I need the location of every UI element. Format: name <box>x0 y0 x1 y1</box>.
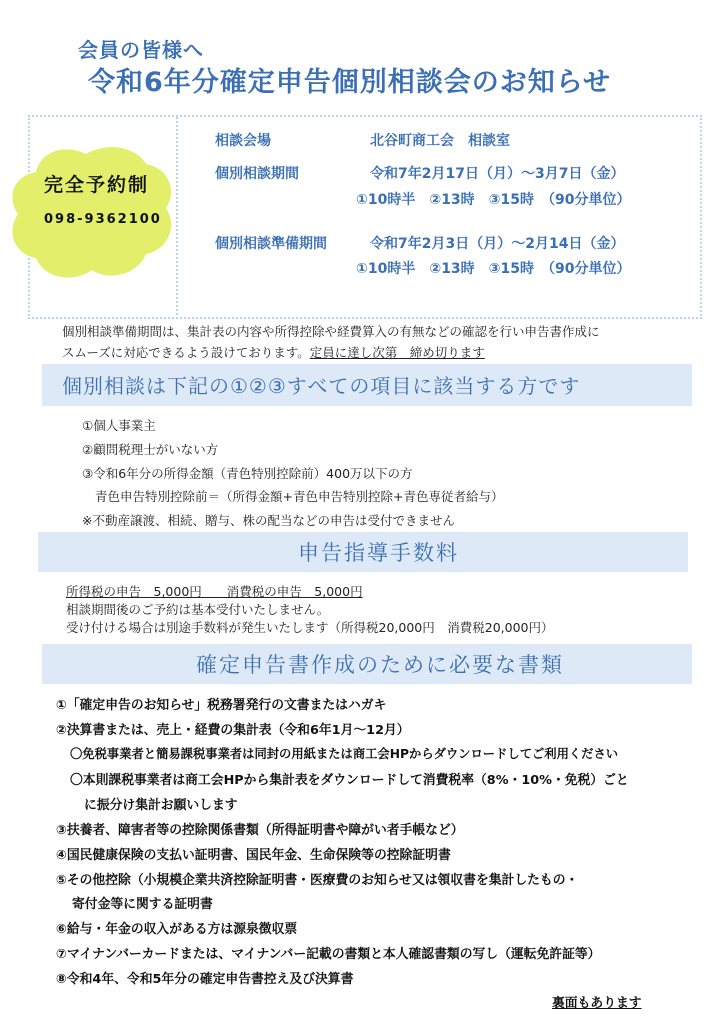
eligibility-item: 青色申告特別控除前＝（所得金額+青色申告特別控除+青色専従者給与） <box>95 489 504 504</box>
fees-line-3: 受け付ける場合は別途手数料が発生いたします（所得税20,000円 消費税20,000円） <box>66 620 554 635</box>
document-item: ⑥給与・年金の収入がある方は源泉徴収票 <box>56 922 298 937</box>
page-title: 令和6年分確定申告個別相談会のお知らせ <box>88 67 611 98</box>
reservation-label: 完全予約制 <box>44 174 150 196</box>
venue-value: 北谷町商工会 相談室 <box>370 133 510 149</box>
prep-times: ①10時半 ②13時 ③15時 （90分単位） <box>356 261 631 277</box>
fees-line-1: 所得税の申告 5,000円 消費税の申告 5,000円 <box>66 584 363 599</box>
deadline-note: 定員に達し次第 締め切ります <box>309 345 485 360</box>
document-item: ②決算書または、売上・経費の集計表（令和6年1月～12月） <box>56 723 410 738</box>
document-item: ①「確定申告のお知らせ」税務署発行の文書またはハガキ <box>56 698 387 713</box>
prep-value: 令和7年2月3日（月）～2月14日（金） <box>370 236 625 252</box>
eligibility-heading: 個別相談は下記の①②③すべての項目に該当する方です <box>62 374 581 398</box>
document-item: ⑦マイナンバーカードまたは、マイナンバー記載の書類と本人確認書類の写し（運転免許証等） <box>56 947 601 962</box>
document-item: ③扶養者、障害者等の控除関係書類（所得証明書や障がい者手帳など） <box>56 823 464 838</box>
eligibility-item: ※不動産譲渡、相続、贈与、株の配当などの申告は受付できません <box>82 513 455 528</box>
fees-heading: 申告指導手数料 <box>298 541 459 565</box>
eligibility-item: ②顧問税理士がいない方 <box>82 442 219 457</box>
document-item: ④国民健康保険の支払い証明書、国民年金、生命保険等の控除証明書 <box>56 848 451 863</box>
period-value: 令和7年2月17日（月）～3月7日（金） <box>370 166 625 182</box>
reservation-phone: 098-9362100 <box>44 212 162 227</box>
eligibility-item: ③令和6年分の所得金額（青色特別控除前）400万以下の方 <box>82 466 413 481</box>
document-item: 〇免税事業者と簡易課税事業者は同封の用紙または商工会HPからダウンロードしてご利用ください <box>70 747 619 761</box>
fees-line-2: 相談期間後のご予約は基本受付いたしません。 <box>66 602 330 617</box>
document-item: 寄付金等に関する証明書 <box>72 897 213 912</box>
venue-label: 相談会場 <box>215 133 271 149</box>
prep-label: 個別相談準備期間 <box>215 236 327 252</box>
reverse-side-note: 裏面もあります <box>552 996 642 1011</box>
document-item: ⑧令和4年、令和5年分の確定申告書控え及び決算書 <box>56 972 354 987</box>
intro-line-2 <box>62 343 485 361</box>
eligibility-item: ①個人事業主 <box>82 418 156 433</box>
greeting: 会員の皆様へ <box>78 38 204 62</box>
intro-line-1: 個別相談準備期間は、集計表の内容や所得控除や経費算入の有無などの確認を行い申告書作成に <box>62 324 600 339</box>
period-label: 個別相談期間 <box>215 166 299 182</box>
document-item: に振分け集計お願いします <box>84 798 238 813</box>
period-times: ①10時半 ②13時 ③15時 （90分単位） <box>356 192 631 208</box>
info-box-divider <box>176 117 178 315</box>
document-item: ⑤その他控除（小規模企業共済控除証明書・医療費のお知らせ又は領収書を集計したもの・ <box>56 873 579 888</box>
intro-line-2-text: スムーズに対応できるよう設けております。 <box>62 345 310 360</box>
documents-heading: 確定申告書作成のために必要な書類 <box>196 653 564 677</box>
document-item: 〇本則課税事業者は商工会HPから集計表をダウンロードして消費税率（8%・10%・免税）ごと <box>70 773 629 788</box>
